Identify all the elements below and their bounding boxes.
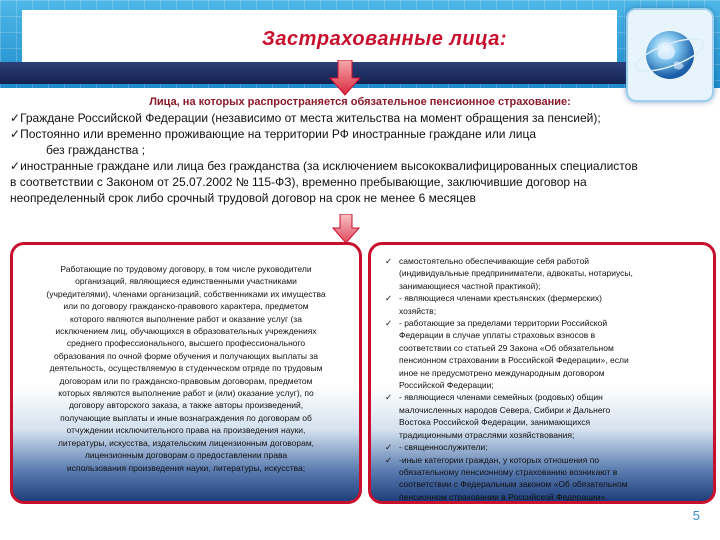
- list-item: [385, 454, 703, 504]
- list-item-continuation: неопределенный срок либо срочный трудовой договор на срок не менее 6 месяцев: [10, 191, 476, 205]
- list-item-text: самостоятельно обеспечивающие себя работой: [399, 256, 590, 266]
- list-item-text: (индивидуальные предприниматели, адвокаты, нотариусы,: [399, 268, 633, 279]
- text-line: которого являются выполнение работ и оказание услуг (за: [70, 313, 302, 324]
- text-line: договору авторского заказа, а также авторы произведений,: [68, 400, 304, 411]
- globe-icon: [628, 10, 712, 100]
- text-line: или по договору гражданско-правового характера, предметом: [63, 301, 309, 312]
- list-item: [10, 110, 705, 126]
- list-item-text: -иные категории граждан, у которых отношения по: [399, 454, 600, 465]
- list-item-text: - священнослужители;: [399, 442, 488, 453]
- employees-box: [10, 242, 362, 504]
- list-item-text: иностранные граждане или лица без гражданства (за исключением высококвалифицированных специалистов: [20, 159, 638, 173]
- list-item-text: Граждане Российской Федерации (независимо от места жительства на момент обращения за пенсией);: [20, 111, 601, 125]
- text-line: Работающие по трудовому договору, в том числе руководители: [60, 264, 312, 274]
- list-item-text: Постоянно или временно проживающие на территории РФ иностранные граждане или лица: [20, 127, 537, 141]
- list-item: [10, 158, 705, 174]
- list-item-text: - являющиеся членами семейных (родовых) общин: [399, 392, 603, 403]
- list-item-text: традиционными отраслями хозяйствования;: [399, 429, 575, 440]
- check-icon: ✓: [385, 454, 393, 465]
- text-line: использования произведения науки, литературы, искусства;: [66, 462, 306, 473]
- list-item: [385, 255, 703, 292]
- slide-title: Застрахованные лица:: [261, 28, 507, 50]
- down-arrow-icon: [332, 214, 360, 244]
- list-item: [385, 391, 703, 441]
- list-item-text: пенсионном страховании в Российской Федерации», если: [399, 355, 629, 366]
- text-line: литературы, искусства, издательским лицензионным договорам,: [57, 437, 315, 448]
- text-line: договорам или по гражданско-правовым договорам, предметом: [59, 375, 313, 386]
- text-line: получающие выплаты и иные вознаграждения по договорам об: [60, 412, 312, 423]
- text-line: деятельность, осуществляемую в студенческом отряде по трудовым: [49, 363, 323, 374]
- list-item-text: обязательному пенсионному страхованию возникают в: [399, 466, 618, 477]
- text-line: (учредителями), членами организаций, собственниками их имущества: [46, 288, 326, 299]
- list-item-text: пенсионном страховании в Российской Федерации».: [399, 491, 608, 502]
- text-line: лицензионным договорам о предоставлении права: [84, 450, 288, 461]
- list-item-continuation: без гражданства ;: [46, 143, 146, 157]
- list-item: [385, 441, 703, 453]
- header-bar: [0, 62, 628, 84]
- check-icon: ✓: [385, 392, 393, 403]
- employees-text: [25, 263, 347, 474]
- check-icon: ✓: [385, 256, 393, 266]
- insured-persons-list: [10, 110, 705, 206]
- self-employed-box: [368, 242, 716, 504]
- list-item: [10, 126, 705, 142]
- list-item-text: занимающиеся частной практикой);: [399, 280, 541, 291]
- check-icon: ✓: [385, 318, 393, 329]
- text-line: образования по очной форме обучения и получающих выплаты за: [54, 350, 318, 361]
- title-panel: [22, 10, 617, 62]
- list-item-text: хозяйств;: [399, 305, 437, 316]
- list-item: [385, 292, 703, 317]
- list-item-continuation: в соответствии с Законом от 25.07.2002 № 115-ФЗ), временно пребывающие, заключившие договор на: [10, 175, 587, 189]
- text-line: исключением лиц, обучающихся в образовательных учреждениях: [55, 326, 317, 337]
- globe-logo: [626, 8, 714, 102]
- list-item-text: Российской Федерации;: [399, 380, 494, 391]
- down-arrow-icon: [329, 60, 361, 96]
- self-employed-list: [385, 255, 703, 503]
- page-number: 5: [692, 508, 700, 523]
- list-item: [385, 317, 703, 391]
- list-item-text: соответствии с Федеральным законом «Об обязательном: [399, 479, 628, 490]
- list-item-text: - являющиеся членами крестьянских (фермерских): [399, 293, 602, 304]
- list-item-text: Федерации в случае уплаты страховых взносов в: [399, 330, 596, 341]
- check-icon: ✓: [10, 111, 21, 125]
- list-item-text: - работающие за пределами территории Российской: [399, 318, 608, 329]
- text-line: среднего профессионального, высшего профессионального: [66, 338, 306, 349]
- text-line: отчуждении исключительного права на произведения науки,: [66, 425, 306, 436]
- check-icon: ✓: [385, 293, 393, 304]
- check-icon: ✓: [10, 159, 21, 173]
- list-item-text: соответствии со статьей 29 Закона «Об обязательном: [399, 342, 614, 353]
- list-item-text: Востока Российской Федерации, занимающихся: [399, 417, 591, 428]
- check-icon: ✓: [10, 127, 21, 141]
- list-item-text: малочисленных народов Севера, Сибири и Дальнего: [399, 404, 611, 415]
- check-icon: ✓: [385, 442, 393, 453]
- list-item-text: иное не предусмотрено международным договором: [399, 367, 605, 378]
- text-line: которых являются выполнение работ и (или) оказание услуг), по: [58, 388, 314, 399]
- subtitle: Лица, на которых распространяется обязательное пенсионное страхование:: [149, 96, 571, 108]
- text-line: организаций, являющиеся единственными участниками: [75, 276, 297, 287]
